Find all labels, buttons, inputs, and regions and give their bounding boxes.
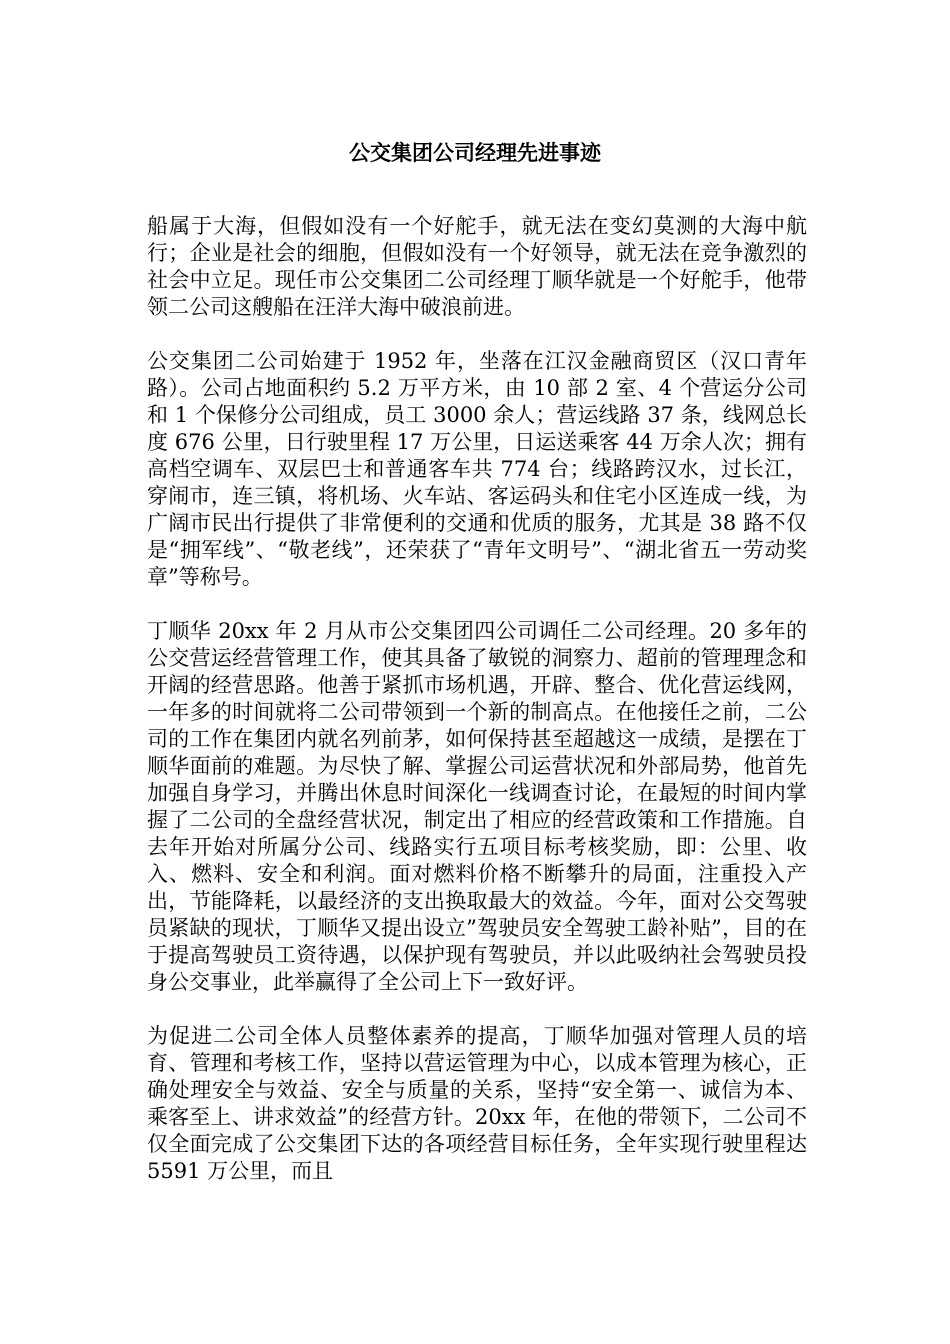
document-body <box>147 213 807 1212</box>
paragraph-4: 为促进二公司全体人员整体素养的提高，丁顺华加强对管理人员的培育、管理和考核工作，坚持以营运管理为中心，以成本管理为核心，正确处理安全与效益、安全与质量的关系，坚持“安全第一、诚信为本、乘客至上、讲求效益”的经营方针。20xx 年，在他的带领下，二公司不仅全面完成了公交集团下达的各项经营目标任务，全年实现行驶里程达 5591 万公里，而且 <box>147 1024 807 1183</box>
paragraph-3: 丁顺华 20xx 年 2 月从市公交集团四公司调任二公司经理。20 多年的公交营运经营管理工作，使其具备了敏锐的洞察力、超前的管理理念和开阔的经营思路。他善于紧抓市场机遇，开辟、整合、优化营运线网，一年多的时间就将二公司带领到一个新的制高点。在他接任之前，二公司的工作在集团内就名列前茅，如何保持甚至超越这一成绩，是摆在丁顺华面前的难题。为尽快了解、掌握公司运营状况和外部局势，他首先加强自身学习，并腾出休息时间深化一线调查讨论，在最短的时间内掌握了二公司的全盘经营状况，制定出了相应的经营政策和工作措施。自去年开始对所属分公司、线路实行五项目标考核奖励，即：公里、收入、燃料、安全和利润。面对燃料价格不断攀升的局面，注重投入产出，节能降耗，以最经济的支出换取最大的效益。今年，面对公交驾驶员紧缺的现状，丁顺华又提出设立”驾驶员安全驾驶工龄补贴”，目的在于提高驾驶员工资待遇，以保护现有驾驶员，并以此吸纳社会驾驶员投身公交事业，此举赢得了全公司上下一致好评。 <box>147 619 807 994</box>
document-title: 公交集团公司经理先进事迹 <box>349 141 601 165</box>
paragraph-1: 船属于大海，但假如没有一个好舵手，就无法在变幻莫测的大海中航行；企业是社会的细胞，但假如没有一个好领导，就无法在竞争激烈的社会中立足。现任市公交集团二公司经理丁顺华就是一个好舵手，他带领二公司这艘船在汪洋大海中破浪前进。 <box>147 214 807 319</box>
paragraph-2: 公交集团二公司始建于 1952 年，坐落在江汉金融商贸区（汉口青年路）。公司占地面积约 5.2 万平方米，由 10 部 2 室、4 个营运分公司和 1 个保修分公司组成，员工 3000 余人；营运线路 37 条，线网总长度 676 公里，日行驶里程 17 万公里，日运送乘客 44 万余人次；拥有高档空调车、双层巴士和普通客车共 774 台；线路跨汉水，过长江，穿闹市，连三镇，将机场、火车站、客运码头和住宅小区连成一线，为广阔市民出行提供了非常便利的交通和优质的服务，尤其是 38 路不仅是“拥军线”、“敬老线”，还荣获了“青年文明号”、“湖北省五一劳动奖章”等称号。 <box>147 349 807 589</box>
